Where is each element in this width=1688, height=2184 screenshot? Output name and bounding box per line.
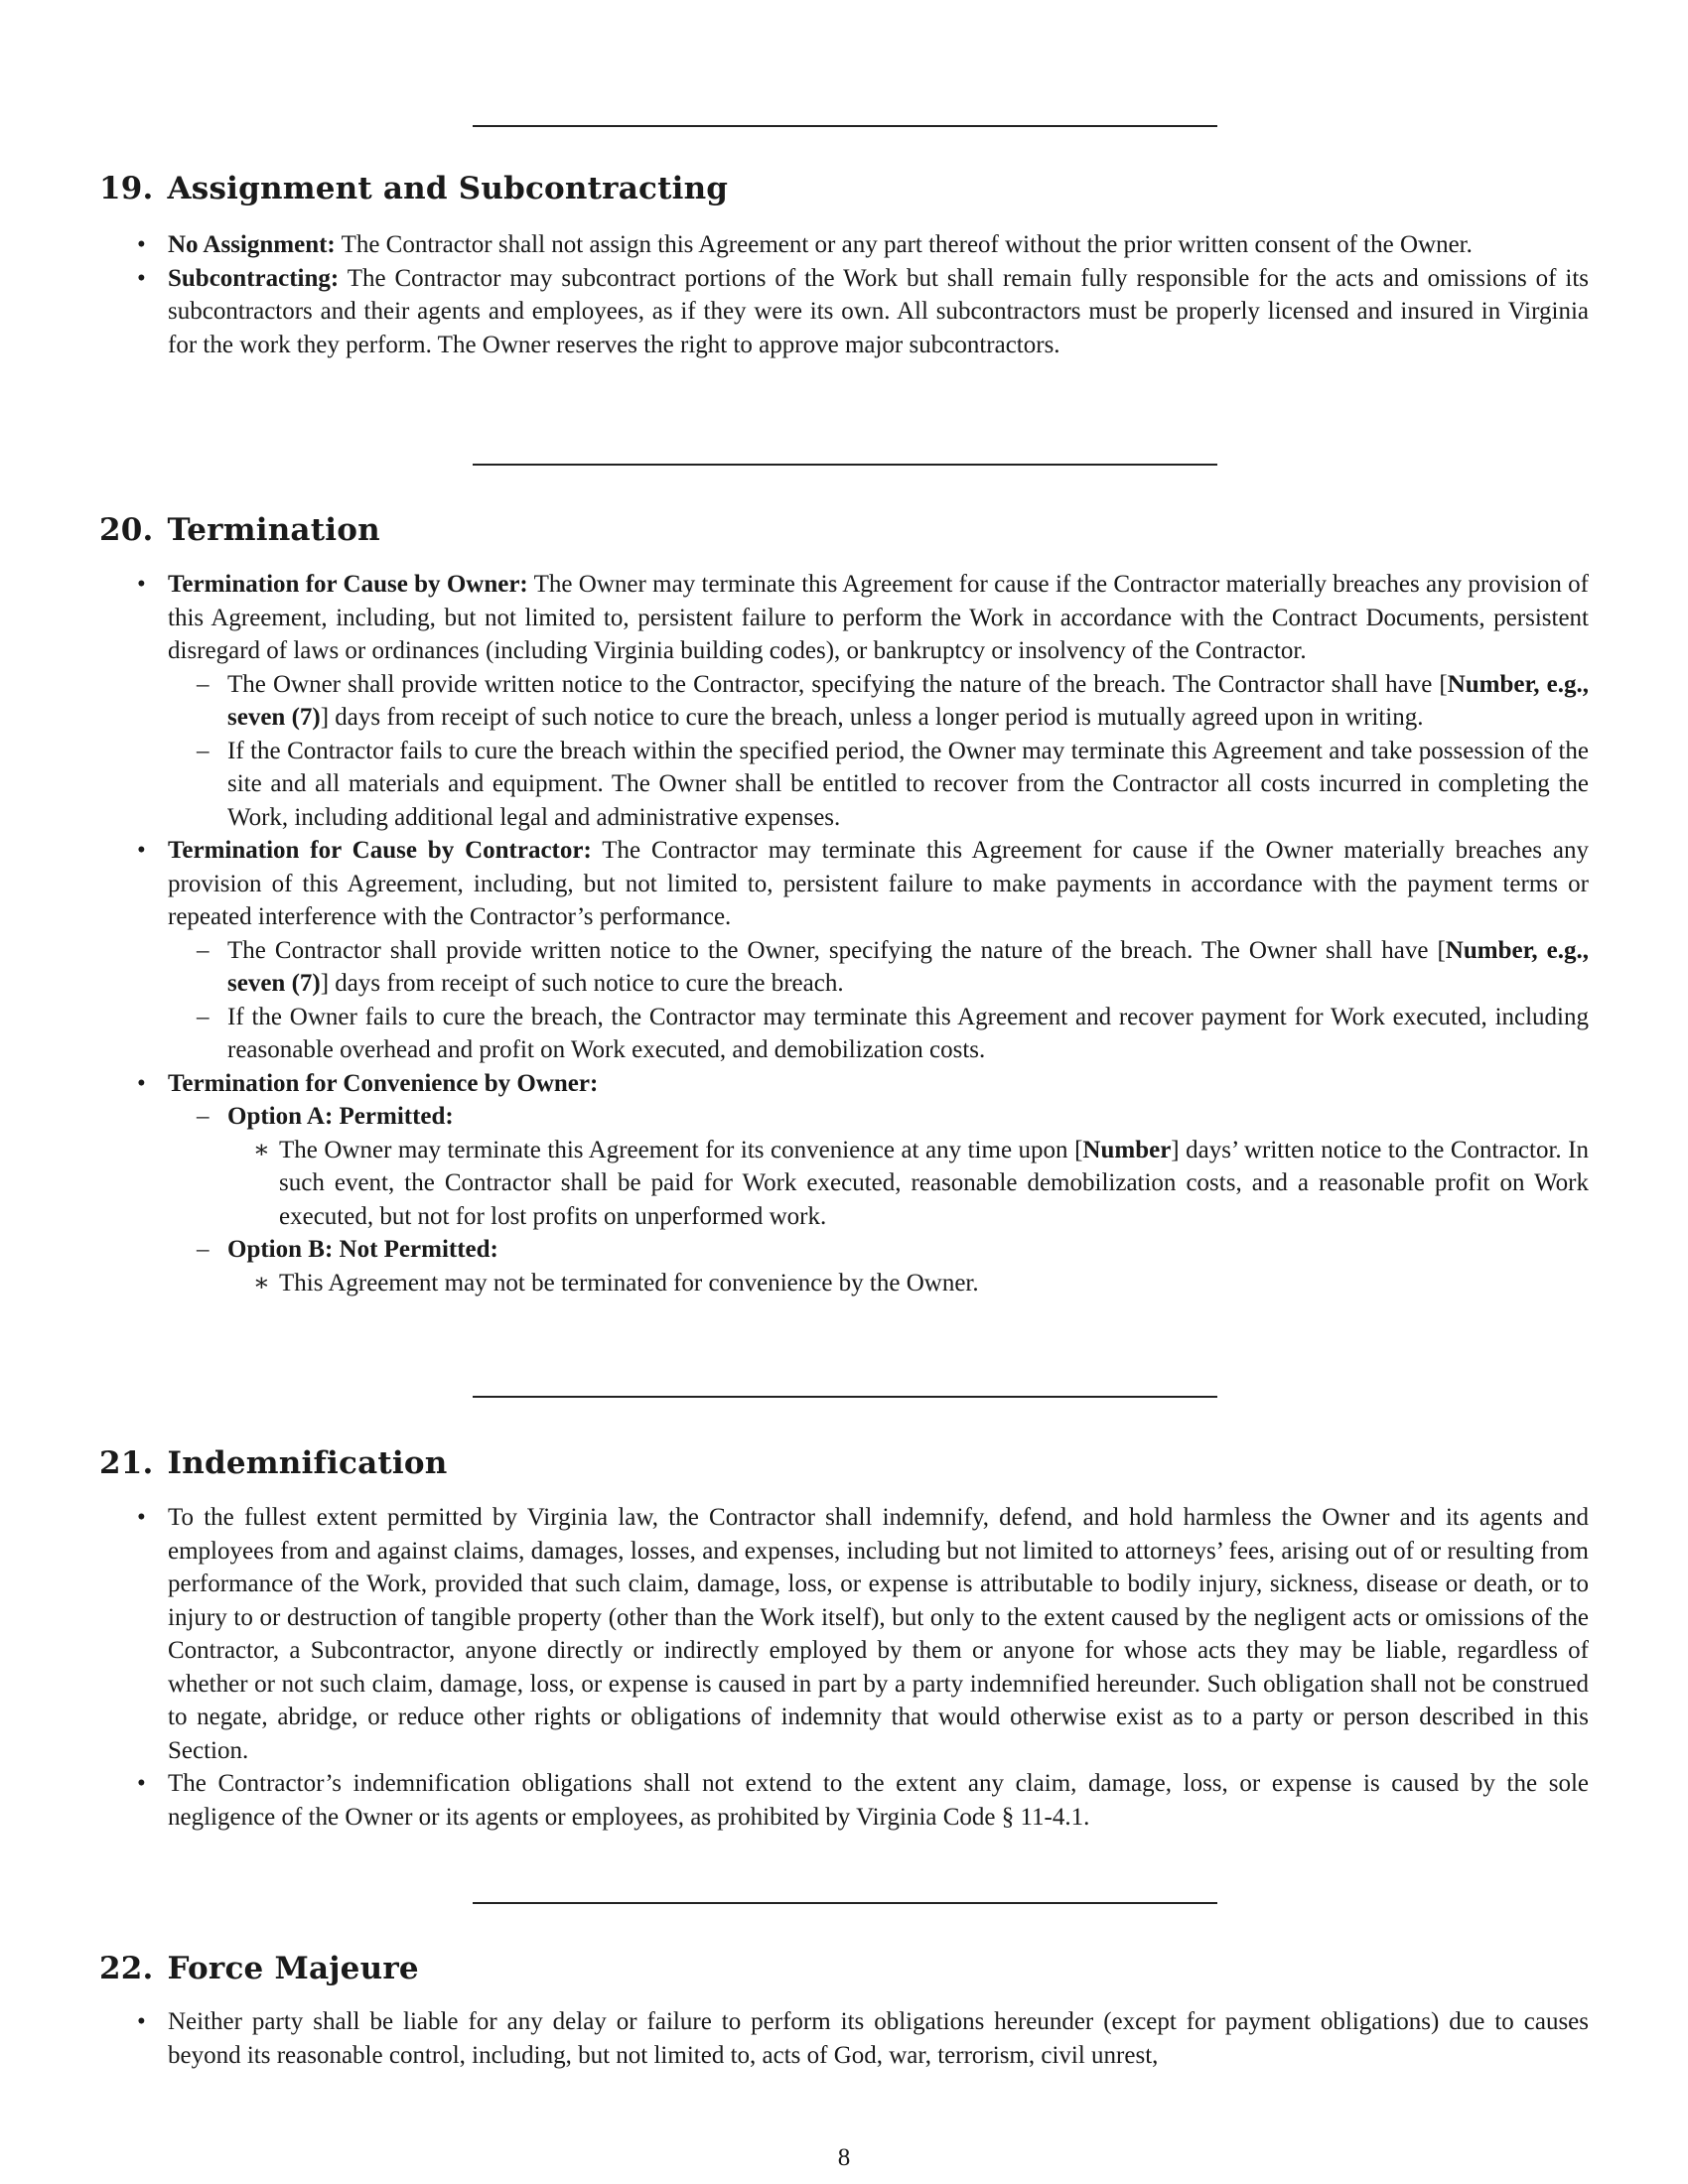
list-item: [99, 834, 1589, 934]
item-label: Termination for Convenience by Owner:: [168, 1069, 599, 1097]
item-text: This Agreement may not be terminated for convenience by the Owner.: [279, 1269, 979, 1297]
item-text: The Contractor shall not assign this Agreement or any part thereof without the prior written consent of the Owner.: [335, 231, 1473, 258]
section-title-termination: [99, 512, 380, 548]
option-label: Option B: Not Permitted:: [227, 1236, 498, 1263]
page-number: 8: [837, 2144, 851, 2171]
bullet-icon: •: [137, 571, 146, 598]
document-page: [99, 0, 1589, 2184]
placeholder-term: Number, e.g., seven (7): [227, 936, 1589, 997]
item-text: The Contractor shall provide written notice to the Owner, specifying the nature of the breach. The Owner shall have [: [227, 936, 1446, 964]
sub-sub-list-item: [99, 1267, 1589, 1300]
section-heading: Assignment and Subcontracting: [167, 171, 729, 206]
item-text: Neither party shall be liable for any delay or failure to perform its obligations hereunder (except for payment obligations) due to causes beyond its reasonable control, including, but not limited to, acts of God, war, terrorism, civil unrest,: [168, 2008, 1589, 2069]
sub-list-item: [99, 668, 1589, 735]
section-divider: [473, 464, 1217, 466]
dash-icon: –: [197, 1103, 210, 1130]
item-text: The Contractor may subcontract portions of the Work but shall remain fully responsible for the acts and omissions of its subcontractors and their agents and employees, as if they were its own. All subcontractors must be properly licensed and insured in Virginia for the work they perform. The Owner reserves the right to approve major subcontractors.: [168, 264, 1589, 358]
item-text: If the Contractor fails to cure the breach within the specified period, the Owner may terminate this Agreement and take possession of the site and all materials and equipment. The Owner shall be entitled to recover from the Contractor all costs incurred in completing the Work, including additional legal and administrative expenses.: [227, 737, 1589, 831]
section-20-list: [99, 568, 1589, 1299]
bullet-icon: •: [137, 231, 146, 258]
bullet-icon: •: [137, 1770, 146, 1797]
section-heading: Force Majeure: [167, 1951, 419, 1986]
bullet-icon: •: [137, 264, 146, 292]
list-item: [99, 1067, 1589, 1101]
item-label: No Assignment:: [168, 231, 336, 258]
list-item: [99, 228, 1589, 262]
list-item: [99, 568, 1589, 668]
section-title-force-majeure: [99, 1951, 419, 1986]
section-number: 21.: [99, 1445, 154, 1481]
item-text: The Owner may terminate this Agreement for its convenience at any time upon [: [279, 1136, 1083, 1163]
item-text: The Owner shall provide written notice to the Contractor, specifying the nature of the breach. The Contractor shall have [: [227, 670, 1448, 698]
list-item: [99, 2005, 1589, 2072]
item-text: If the Owner fails to cure the breach, the Contractor may terminate this Agreement and recover payment for Work executed, including reasonable overhead and profit on Work executed, and demobilization costs.: [227, 1003, 1589, 1063]
item-text: ] days from receipt of such notice to cure the breach.: [320, 970, 844, 997]
item-text: The Owner may terminate this Agreement for cause if the Contractor materially breaches any provision of this Agreement, including, but not limited to, persistent failure to perform the Work in accordance with the Contract Documents, persistent disregard of laws or ordinances (including Virginia building codes), or bankruptcy or insolvency of the Contractor.: [168, 571, 1590, 664]
placeholder-term: Number, e.g., seven (7): [227, 670, 1589, 731]
item-text: ] days from receipt of such notice to cure the breach, unless a longer period is mutually agreed upon in writing.: [320, 704, 1424, 731]
list-item: [99, 1501, 1589, 1767]
sub-list-item: [99, 735, 1589, 835]
section-divider: [473, 1396, 1217, 1398]
option-label: Option A: Permitted:: [227, 1103, 454, 1130]
section-divider: [473, 125, 1217, 127]
dash-icon: –: [197, 670, 210, 698]
sub-list-item: [99, 1001, 1589, 1067]
bullet-icon: •: [137, 837, 146, 864]
asterisk-icon: ∗: [253, 1269, 270, 1297]
asterisk-icon: ∗: [253, 1136, 270, 1163]
item-label: Termination for Cause by Owner:: [168, 571, 528, 598]
dash-icon: –: [197, 1236, 210, 1263]
section-title-assignment: [99, 171, 728, 206]
section-number: 19.: [99, 171, 154, 206]
bullet-icon: •: [137, 1504, 146, 1531]
section-number: 20.: [99, 512, 154, 548]
sub-list-item: [99, 934, 1589, 1001]
section-divider: [473, 1902, 1217, 1904]
section-21-list: [99, 1501, 1589, 1834]
item-text: To the fullest extent permitted by Virginia law, the Contractor shall indemnify, defend, and hold harmless the Owner and its agents and employees from and against claims, damages, losses, and expenses, including but not limited to attorneys’ fees, arising out of or resulting from performance of the Work, provided that such claim, damage, loss, or expense is attributable to bodily injury, sickness, disease or death, or to injury to or destruction of tangible property (other than the Work itself), but only to the extent caused by the negligent acts or omissions of the Contractor, a Subcontractor, anyone directly or indirectly employed by them or anyone for whose acts they may be liable, regardless of whether or not such claim, damage, loss, or expense is caused in part by a party indemnified hereunder. Such obligation shall not be construed to negate, abridge, or reduce other rights or obligations of indemnity that would otherwise exist as to a party or person described in this Section.: [168, 1504, 1589, 1764]
section-heading: Termination: [167, 512, 380, 548]
list-item: [99, 1767, 1589, 1834]
item-text: The Contractor may terminate this Agreement for cause if the Owner materially breaches any provision of this Agreement, including, but not limited to, persistent failure to make payments in accordance with the payment terms or repeated interference with the Contractor’s performance.: [168, 837, 1590, 930]
item-label: Termination for Cause by Contractor:: [168, 837, 592, 864]
section-heading: Indemnification: [167, 1445, 448, 1481]
item-text: ] days’ written notice to the Contractor. In such event, the Contractor shall be paid for Work executed, reasonable demobilization costs, and a reasonable profit on Work executed, but not for lost profits on unperformed work.: [279, 1136, 1589, 1230]
bullet-icon: •: [137, 1069, 146, 1097]
section-number: 22.: [99, 1951, 154, 1986]
sub-sub-list-item: [99, 1134, 1589, 1234]
dash-icon: –: [197, 1003, 210, 1030]
bullet-icon: •: [137, 2008, 146, 2035]
sub-list-item: [99, 1233, 1589, 1267]
placeholder-term: Number: [1082, 1136, 1172, 1163]
sub-list-item: [99, 1100, 1589, 1134]
item-label: Subcontracting:: [168, 264, 340, 292]
section-title-indemnification: [99, 1445, 448, 1481]
dash-icon: –: [197, 737, 210, 764]
section-22-list: [99, 2005, 1589, 2072]
section-19-list: [99, 228, 1589, 361]
item-text: The Contractor’s indemnification obligations shall not extend to the extent any claim, damage, loss, or expense is caused by the sole negligence of the Owner or its agents or employees, as prohibited by Virginia Code § 11-4.1.: [168, 1770, 1589, 1831]
dash-icon: –: [197, 936, 210, 964]
list-item: [99, 262, 1589, 362]
